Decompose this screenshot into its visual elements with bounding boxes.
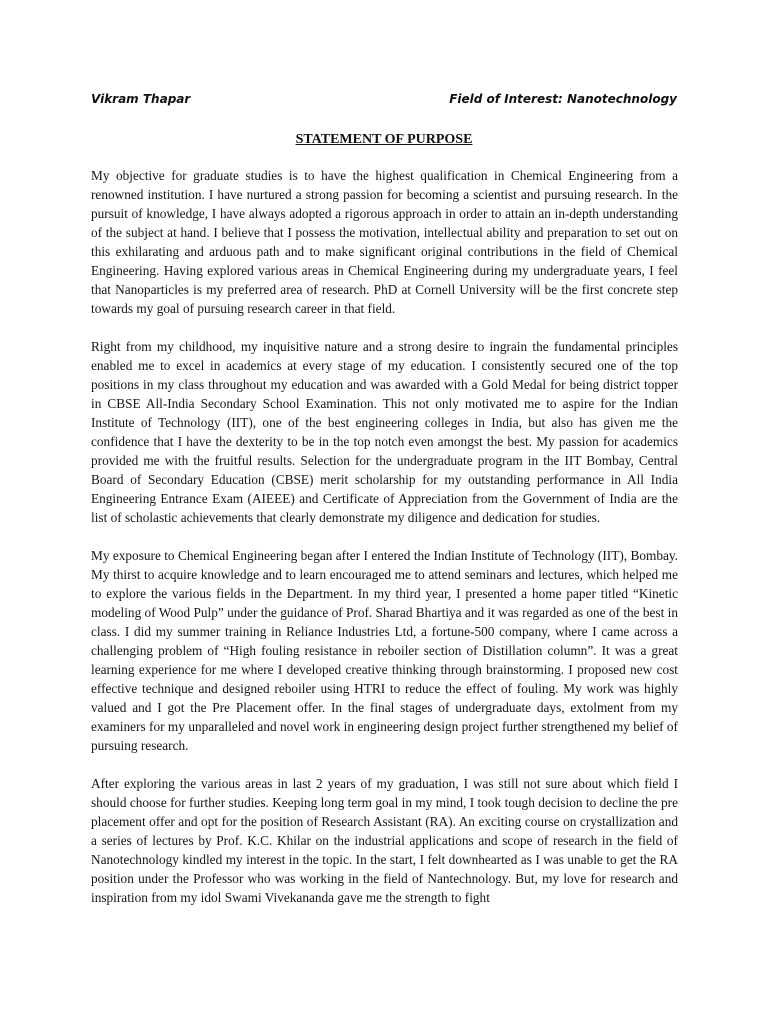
- paragraph-3: My exposure to Chemical Engineering began after I entered the Indian Institute of Technology (IIT), Bombay. My thirst to acquire knowledge and to learn encouraged me to attend seminars and lectures, which helped me to explore the various fields in the Department. In my third year, I presented a home paper titled “Kinetic modeling of Wood Pulp” under the guidance of Prof. Sharad Bhartiya and it was regarded as one of the best in class. I did my summer training in Reliance Industries Ltd, a fortune-500 company, where I came across a challenging problem of “High fouling resistance in reboiler section of Distillation column”. It was a great learning experience for me where I developed creative thinking through brainstorming. I proposed new cost effective technique and designed reboiler using HTRI to reduce the effect of fouling. My work was highly valued and I got the Pre Placement offer. In the final stages of undergraduate days, extolment from my examiners for my unparalleled and novel work in engineering design project further strengthened my belief of pursuing research.: [91, 548, 678, 753]
- document-body: [91, 166, 678, 926]
- field-of-interest: Field of Interest: Nanotechnology: [449, 92, 677, 106]
- document-title: STATEMENT OF PURPOSE: [295, 132, 473, 147]
- paragraph-1: My objective for graduate studies is to have the highest qualification in Chemical Engineering from a renowned institution. I have nurtured a strong passion for becoming a scientist and pursuing research. In the pursuit of knowledge, I have always adopted a rigorous approach in order to attain an in-depth understanding of the subject at hand. I believe that I possess the motivation, intellectual ability and preparation to set out on this exhilarating and arduous path and to make significant original contributions in the field of Chemical Engineering. Having explored various areas in Chemical Engineering during my undergraduate years, I feel that Nanoparticles is my preferred area of research. PhD at Cornell University will be the first concrete step towards my goal of pursuing research career in that field.: [91, 168, 678, 316]
- author-name: Vikram Thapar: [91, 92, 191, 106]
- paragraph-2: Right from my childhood, my inquisitive nature and a strong desire to ingrain the fundamental principles enabled me to excel in academics at every stage of my education. I consistently secured one of the top positions in my class throughout my education and was awarded with a Gold Medal for being district topper in CBSE All-India Secondary School Examination. This not only motivated me to aspire for the Indian Institute of Technology (IIT), one of the best engineering colleges in India, but also has given me the confidence that I have the dexterity to be in the top notch even amongst the best. My passion for academics provided me with the fruitful results. Selection for the undergraduate program in the IIT Bombay, Central Board of Secondary Education (CBSE) merit scholarship for my outstanding performance in All India Engineering Entrance Exam (AIEEE) and Certificate of Appreciation from the Government of India are the list of scholastic achievements that clearly demonstrate my diligence and dedication for studies.: [91, 339, 678, 525]
- document-header: [91, 92, 677, 112]
- paragraph-4: After exploring the various areas in last 2 years of my graduation, I was still not sure about which field I should choose for further studies. Keeping long term goal in my mind, I took tough decision to decline the pre placement offer and opt for the position of Research Assistant (RA). An exciting course on crystallization and a series of lectures by Prof. K.C. Khilar on the industrial applications and scope of research in the field of Nanotechnology kindled my interest in the topic. In the start, I felt downhearted as I was unable to get the RA position under the Professor who was working in the field of Nantechnology. But, my love for research and inspiration from my idol Swami Vivekananda gave me the strength to fight: [91, 776, 678, 905]
